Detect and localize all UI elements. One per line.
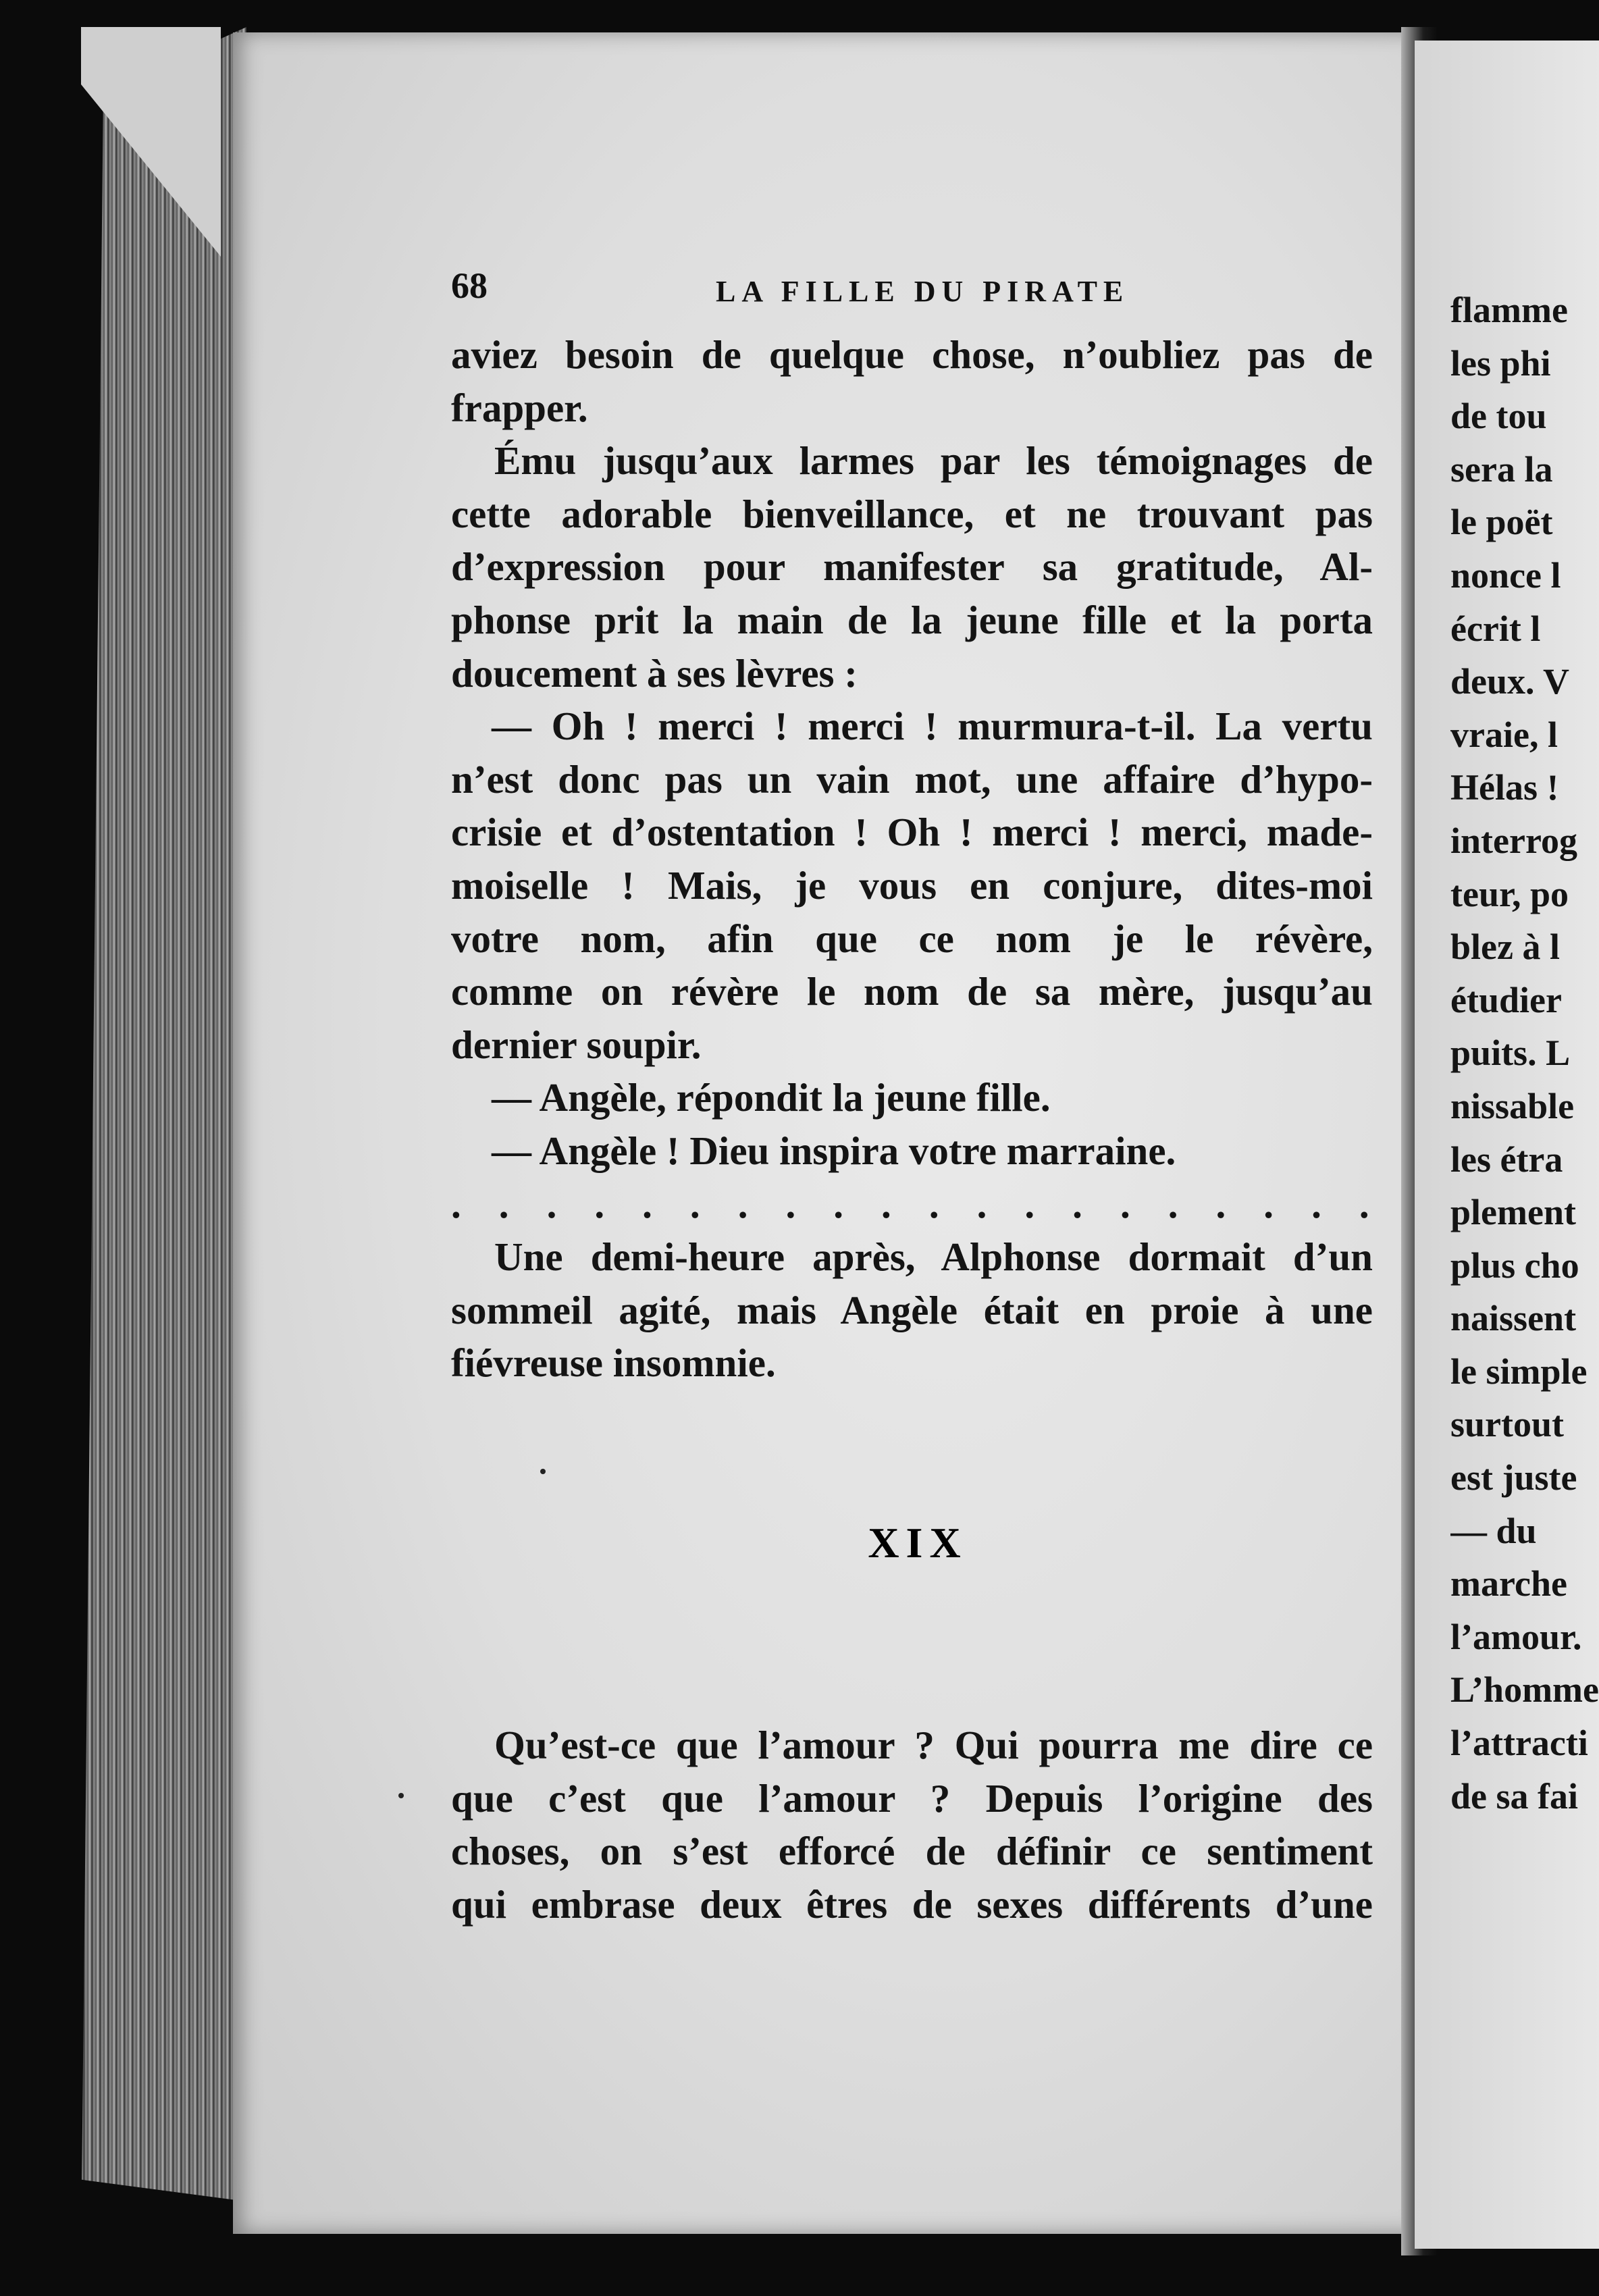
text-line: sommeil agité, mais Angèle était en proie à une	[451, 1287, 1373, 1332]
text-line: Ému jusqu’aux larmes par les témoignages de	[494, 438, 1373, 484]
text-line: qui embrase deux êtres de sexes différents d’une	[451, 1881, 1373, 1927]
text-line: étudier	[1450, 979, 1562, 1020]
text-line: moiselle ! Mais, je vous en conjure, dites-moi	[451, 862, 1373, 908]
text-line: d’expression pour manifester sa gratitude, Al-	[451, 544, 1373, 590]
text-line: Une demi-heure après, Alphonse dormait d’un	[494, 1234, 1373, 1280]
text-line: le poët	[1450, 502, 1553, 543]
text-line: doucement à ses lèvres :	[451, 650, 858, 696]
chapter-number: XIX	[868, 1519, 968, 1567]
text-line: — Angèle, répondit la jeune fille.	[492, 1075, 1051, 1120]
text-line: n’est donc pas un vain mot, une affaire d’hypo-	[451, 756, 1373, 802]
text-line: surtout	[1450, 1404, 1565, 1445]
text-line: marche	[1450, 1563, 1567, 1604]
text-line: que c’est que l’amour ? Depuis l’origine des	[451, 1775, 1373, 1821]
text-line: de sa fai	[1450, 1775, 1578, 1817]
running-title: LA FILLE DU PIRATE	[716, 275, 1130, 308]
text-line: dernier soupir.	[451, 1022, 702, 1067]
text-line: de tou	[1450, 396, 1547, 437]
page-edges	[68, 27, 246, 2201]
text-line: nissable	[1450, 1085, 1575, 1126]
text-line: écrit l	[1450, 608, 1541, 649]
text-line: cette adorable bienveillance, et ne trouvant pas	[451, 491, 1373, 536]
text-line: interrog	[1450, 820, 1577, 861]
text-line: sera la	[1450, 448, 1553, 490]
page-number: 68	[451, 265, 488, 306]
left-page-text	[451, 328, 1373, 1390]
text-line: deux. V	[1450, 661, 1570, 702]
text-line: plus cho	[1450, 1245, 1579, 1286]
text-line: frapper.	[451, 385, 588, 430]
text-line: Hélas !	[1450, 767, 1559, 808]
text-line: est juste	[1450, 1457, 1577, 1498]
text-line: Qu’est-ce que l’amour ? Qui pourra me dire ce	[494, 1723, 1373, 1767]
text-line: flamme	[1450, 290, 1568, 330]
text-line: l’attracti	[1450, 1723, 1588, 1764]
text-line: crisie et d’ostentation ! Oh ! merci ! merci, made-	[451, 810, 1373, 855]
text-line: plement	[1450, 1192, 1576, 1233]
text-line: phonse prit la main de la jeune fille et la porta	[451, 597, 1373, 642]
text-line: — Oh ! merci ! merci ! murmura-t-il. La vertu	[492, 704, 1373, 749]
text-line: — du	[1450, 1510, 1537, 1551]
text-line: l’amour.	[1450, 1616, 1582, 1657]
chapter-heading	[0, 1518, 1599, 1568]
text-line: vraie, l	[1450, 714, 1558, 755]
ink-speck	[540, 1469, 546, 1474]
text-line: comme on révère le nom de sa mère, jusqu’au	[451, 969, 1373, 1014]
chapter-text	[451, 1719, 1373, 1931]
text-line: le simple	[1450, 1351, 1588, 1392]
ink-speck	[398, 1793, 404, 1798]
text-line: les étra	[1450, 1139, 1563, 1180]
text-line: teur, po	[1450, 873, 1569, 914]
text-line: les phi	[1450, 342, 1551, 384]
text-line: fiévreuse insomnie.	[451, 1340, 776, 1386]
ellipsis-separator: . . . . . . . . . . . . . . . . . . . .	[451, 1181, 1369, 1226]
text-line: choses, on s’est efforcé de définir ce sentiment	[451, 1829, 1373, 1874]
running-head	[451, 265, 1369, 319]
text-line: naissent	[1450, 1298, 1577, 1339]
text-line: blez à l	[1450, 927, 1560, 968]
right-page-text	[1450, 284, 1599, 1823]
text-line: aviez besoin de quelque chose, n’oubliez pas de	[451, 332, 1373, 377]
text-line: nonce l	[1450, 554, 1561, 596]
text-line: L’homme	[1450, 1669, 1599, 1711]
text-line: — Angèle ! Dieu inspira votre marraine.	[492, 1128, 1176, 1173]
text-line: votre nom, afin que ce nom je le révère,	[451, 916, 1373, 961]
text-line: puits. L	[1450, 1033, 1571, 1074]
